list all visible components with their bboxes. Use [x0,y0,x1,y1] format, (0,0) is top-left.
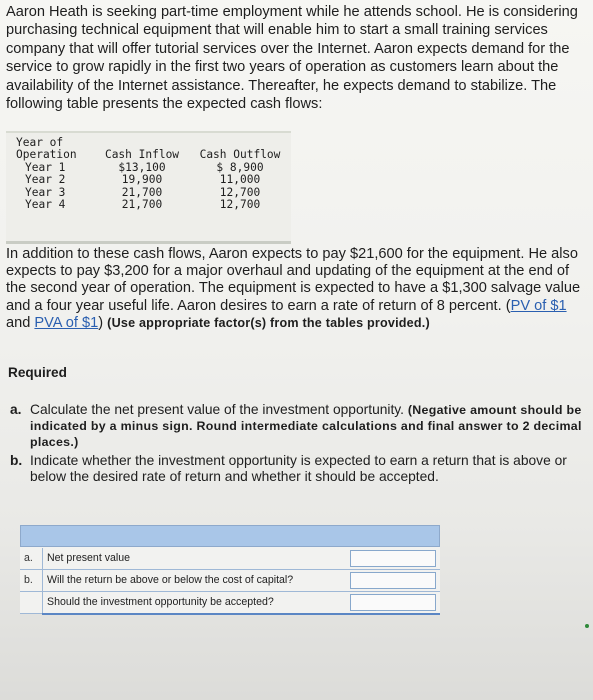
cash-flow-table [6,131,291,244]
answer-row-npv [20,548,440,570]
year-cell: Year 3 [25,185,66,199]
year-cell: Year 1 [25,160,66,174]
year-header-line1: Year of [16,136,64,149]
answer-row-return [20,570,440,592]
answer-table-bottom-rule [42,613,440,615]
table-top-rule [6,131,291,133]
answer-table-header [20,525,440,547]
row-label: Will the return be above or below the cost of capital? [42,570,297,592]
row-letter: a. [24,552,33,564]
inflow-cell: 21,700 [121,185,163,199]
required-heading: Required [8,365,67,380]
inflow-column [101,137,183,211]
problem-details: In addition to these cash flows, Aaron expects to pay $21,600 for the equipment. He also expects to pay $3,200 for a major overhaul and updating of the equipment at the end of the second year of operation. The equipment is expected to have a $1,300 salvage value and a four year useful life. Aaron desires to earn a rate of return of 8 percent. (PV of $1 and PVA of $1) (Use appropriate factor(s) from the tables provided.) [6,246,581,331]
row-letter: b. [24,574,33,586]
row-label: Should the investment opportunity be accepted? [42,592,297,614]
requirement-a [8,402,583,451]
factor-instruction: (Use appropriate factor(s) from the tables provided.) [107,315,430,330]
year-cell: Year 2 [25,173,66,187]
problem-intro: Aaron Heath is seeking part-time employment while he attends school. He is considering purchasing technical equipment that will enable him to start a small training services company that will offer tutorial services over the Internet. Aaron expects demand for the service to grow rapidly in the first two years of operation as customers learn about the availability of the Internet assistance. Thereafter, he expects demand to stabilize. The following table presents the expected cash flows: [6,4,578,113]
inflow-cell: 21,700 [121,198,163,212]
requirement-b [8,453,583,485]
row-label: Net present value [42,548,297,570]
inflow-cell: $13,100 [118,160,166,174]
requirement-label: b. [10,452,23,468]
answer-table [20,525,440,613]
pv-table-link[interactable]: PV of $1 [510,297,567,314]
required-list [8,402,583,487]
outflow-cell: 12,700 [219,198,261,212]
requirement-label: a. [10,402,22,417]
outflow-column [194,137,286,211]
year-cell: Year 4 [25,198,66,212]
accept-decision-select[interactable] [350,594,436,611]
status-dot-icon [585,624,589,628]
return-above-below-select[interactable] [350,572,436,589]
year-column [16,137,77,211]
details-text: In addition to these cash flows, Aaron expects to pay $21,600 for the equipment. He also expects to pay $3,200 for a major overhaul and updating of the equipment at the end of the second year of operation. The equipment is expected to have a $1,300 salvage value and a four year useful life. Aaron desires to earn a rate of return of 8 percent. [6,246,581,314]
requirement-text: Indicate whether the investment opportunity is expected to earn a return that is above or below the desired rate of return and whether it should be accepted. [30,452,567,484]
answer-row-accept [20,592,440,614]
requirement-text: Calculate the net present value of the investment opportunity. [30,402,405,417]
pva-table-link[interactable]: PVA of $1 [34,314,99,331]
outflow-header: Cash Outflow [199,148,281,162]
outflow-cell: $ 8,900 [216,160,264,174]
requirement-note: (Negative amount should be indicated by a minus sign. Round intermediate calculations and final answer to 2 decimal places.) [30,403,582,450]
outflow-cell: 11,000 [219,173,261,187]
year-header-line2: Operation [16,148,77,162]
outflow-cell: 12,700 [219,185,261,199]
and-text: and [6,314,31,331]
npv-input[interactable] [350,550,436,567]
inflow-header: Cash Inflow [104,148,180,162]
inflow-cell: 19,900 [121,173,163,187]
